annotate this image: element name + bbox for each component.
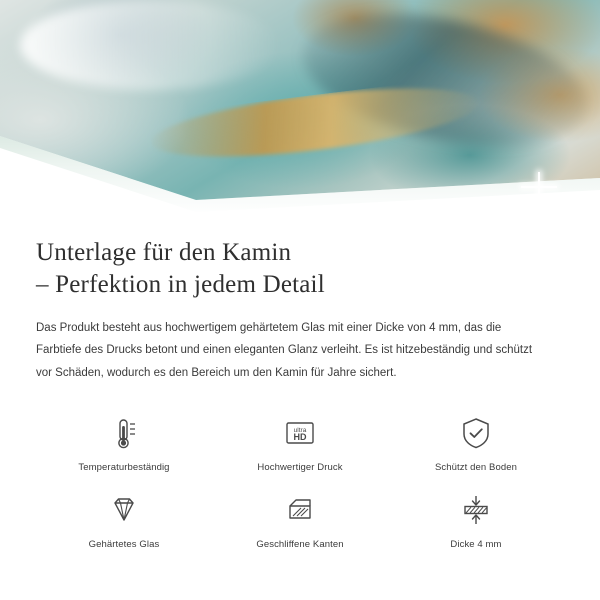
ultra-hd-icon — [277, 410, 323, 456]
feature-label: Dicke 4 mm — [450, 539, 502, 551]
polished-edges-icon — [277, 487, 323, 533]
artwork-light-swirl — [20, 0, 280, 90]
feature-item-print-quality — [212, 410, 388, 473]
feature-item-thickness — [388, 487, 564, 550]
thermometer-icon — [101, 410, 147, 456]
page-title — [36, 237, 564, 301]
feature-item-temperature — [36, 410, 212, 473]
sparkle-icon — [520, 168, 558, 206]
feature-label: Schützt den Boden — [435, 462, 517, 474]
svg-text:ultra: ultra — [293, 427, 307, 435]
feature-label: Hochwertiger Druck — [257, 462, 343, 474]
feature-item-tempered-glass — [36, 487, 212, 550]
feature-item-floor-protection — [388, 410, 564, 473]
svg-text:HD: HD — [293, 432, 307, 443]
shield-check-icon — [453, 410, 499, 456]
headline-line-1: Unterlage für den Kamin — [36, 239, 292, 266]
content-area — [0, 215, 600, 550]
diamond-icon — [101, 487, 147, 533]
feature-label: Gehärtetes Glas — [88, 539, 160, 551]
thickness-icon — [453, 487, 499, 533]
feature-label: Geschliffene Kanten — [256, 539, 344, 551]
description-paragraph: Das Produkt besteht aus hochwertigem gehärtetem Glas mit einer Dicke von 4 mm, das die Farbtiefe des Drucks betont und einen eleganten Glanz verleiht. Es ist hitzebeständig und schützt vor Schäden, wodurch es den Bereich um den Kamin für Jahre sichert. — [36, 322, 533, 379]
headline-line-2: – Perfektion in jedem Detail — [36, 271, 325, 298]
feature-item-polished-edges — [212, 487, 388, 550]
feature-grid — [36, 410, 564, 550]
feature-label: Temperaturbeständig — [78, 462, 170, 474]
hero-image — [0, 0, 600, 215]
